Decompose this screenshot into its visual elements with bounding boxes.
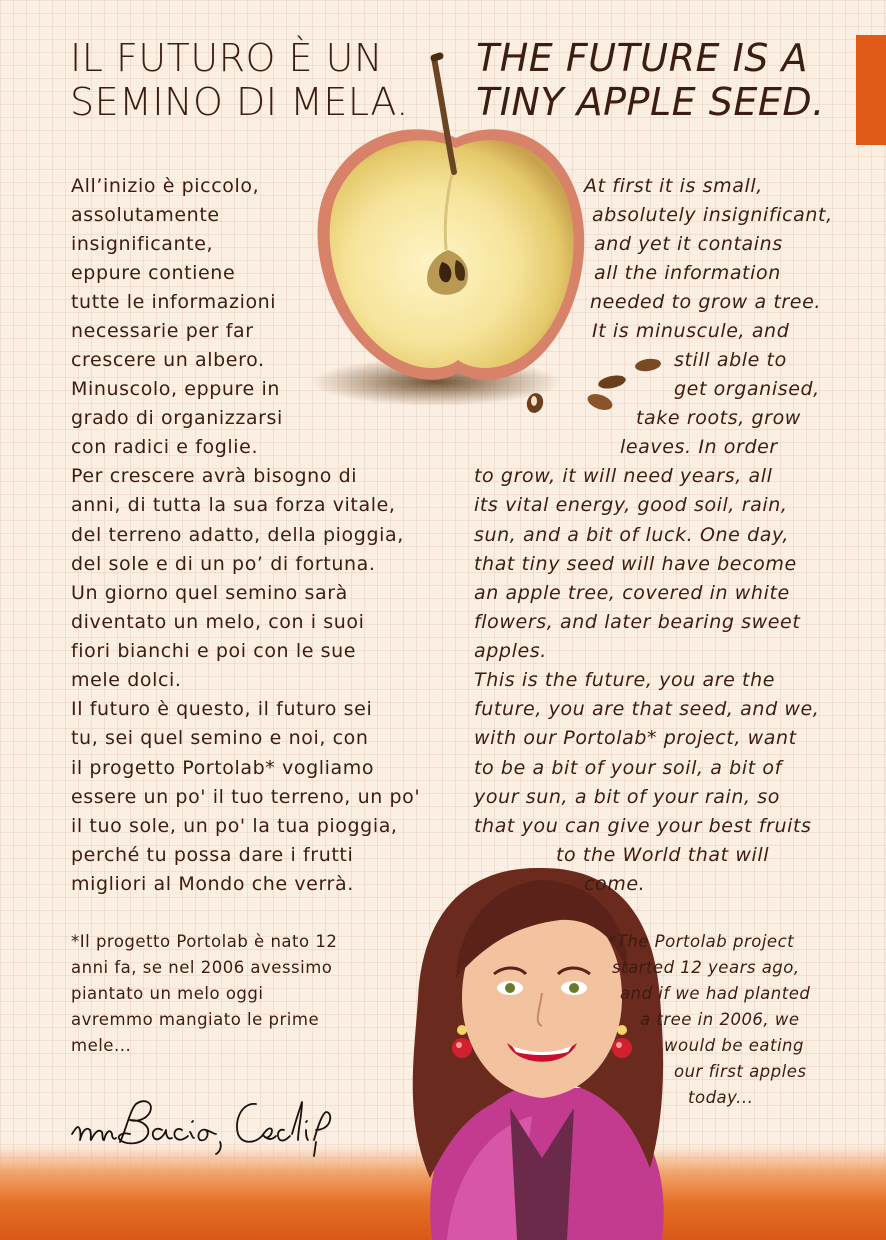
body-en-line: with our Portolab* project, want <box>474 727 797 749</box>
body-it-line: tutte le informazioni <box>71 291 277 313</box>
author-portrait-illustration <box>392 858 692 1240</box>
body-en-line: all the information <box>594 262 781 284</box>
body-it-line: assolutamente <box>71 204 220 226</box>
footnote-en-line: *The Portolab project <box>608 932 795 951</box>
body-it-line: All’inizio è piccolo, <box>71 175 260 197</box>
body-it-line: Il futuro è questo, il futuro sei <box>71 698 373 720</box>
body-en-line: that you can give your best fruits <box>474 815 812 837</box>
body-en-line: to be a bit of your soil, a bit of <box>474 757 782 779</box>
body-it-line: insignificante, <box>71 233 214 255</box>
body-it-line: il tuo sole, un po' la tua pioggia, <box>71 815 398 837</box>
body-en-line: flowers, and later bearing sweet <box>474 611 801 633</box>
footnote-it-line: anni fa, se nel 2006 avessimo <box>71 958 333 977</box>
body-it-line: perché tu possa dare i frutti <box>71 844 354 866</box>
body-en-line: leaves. In order <box>620 436 778 458</box>
title-italian: IL FUTURO È UN SEMINO DI MELA. <box>70 36 409 124</box>
footnote-it-line: mele... <box>71 1036 132 1055</box>
body-it-line: fiori bianchi e poi con le sue <box>71 640 357 662</box>
body-en-line: sun, and a bit of luck. One day, <box>474 524 789 546</box>
body-en-line: absolutely insignificant, <box>592 204 833 226</box>
body-en-line: get organised, <box>674 378 820 400</box>
title-english: THE FUTURE IS A TINY APPLE SEED. <box>476 36 825 124</box>
body-it-line: tu, sei quel semino e noi, con <box>71 727 369 749</box>
body-it-line: eppure contiene <box>71 262 236 284</box>
body-it-line: anni, di tutta la sua forza vitale, <box>71 494 396 516</box>
body-it-line: Minuscolo, eppure in <box>71 378 281 400</box>
body-it-line: del sole e di un po’ di fortuna. <box>71 553 376 575</box>
body-en-line: take roots, grow <box>636 407 801 429</box>
body-en-line: to grow, it will need years, all <box>474 465 773 487</box>
body-it-line: grado di organizzarsi <box>71 407 283 429</box>
body-en-line: come. <box>584 873 646 895</box>
body-en-line: to the World that will <box>556 844 770 866</box>
footnote-en-line: today... <box>688 1088 754 1107</box>
body-en-line: needed to grow a tree. <box>590 291 822 313</box>
handwritten-signature <box>70 1090 340 1160</box>
body-it-line: essere un po' il tuo terreno, un po' <box>71 786 421 808</box>
body-it-line: del terreno adatto, della pioggia, <box>71 524 404 546</box>
body-en-line: still able to <box>674 349 787 371</box>
body-en-line: an apple tree, covered in white <box>474 582 790 604</box>
footnote-en-line: a tree in 2006, we <box>640 1010 800 1029</box>
body-en-line: It is minuscule, and <box>592 320 790 342</box>
body-it-line: Per crescere avrà bisogno di <box>71 465 358 487</box>
body-en-line: This is the future, you are the <box>474 669 776 691</box>
body-en-line: future, you are that seed, and we, <box>474 698 820 720</box>
body-en-line: your sun, a bit of your rain, so <box>474 786 781 808</box>
body-en-line: At first it is small, <box>584 175 763 197</box>
footnote-it-line: *Il progetto Portolab è nato 12 <box>71 932 338 951</box>
body-it-line: diventato un melo, con i suoi <box>71 611 365 633</box>
footnote-en-line: our first apples <box>674 1062 807 1081</box>
footnote-it-line: piantato un melo oggi <box>71 984 264 1003</box>
body-it-line: crescere un albero. <box>71 349 265 371</box>
body-it-line: mele dolci. <box>71 669 182 691</box>
body-en-line: that tiny seed will have become <box>474 553 797 575</box>
footnote-en-line: and if we had planted <box>620 984 811 1003</box>
body-it-line: Un giorno quel semino sarà <box>71 582 348 604</box>
body-it-line: il progetto Portolab* vogliamo <box>71 757 375 779</box>
body-it-line: necessarie per far <box>71 320 254 342</box>
body-it-line: migliori al Mondo che verrà. <box>71 873 354 895</box>
orange-page-tab <box>856 35 886 145</box>
body-en-line: its vital energy, good soil, rain, <box>474 494 788 516</box>
body-en-line: and yet it contains <box>594 233 783 255</box>
footnote-en-line: started 12 years ago, <box>612 958 800 977</box>
body-it-line: con radici e foglie. <box>71 436 259 458</box>
footnote-it-line: avremmo mangiato le prime <box>71 1010 320 1029</box>
body-en-line: apples. <box>474 640 547 662</box>
footnote-en-line: would be eating <box>664 1036 804 1055</box>
